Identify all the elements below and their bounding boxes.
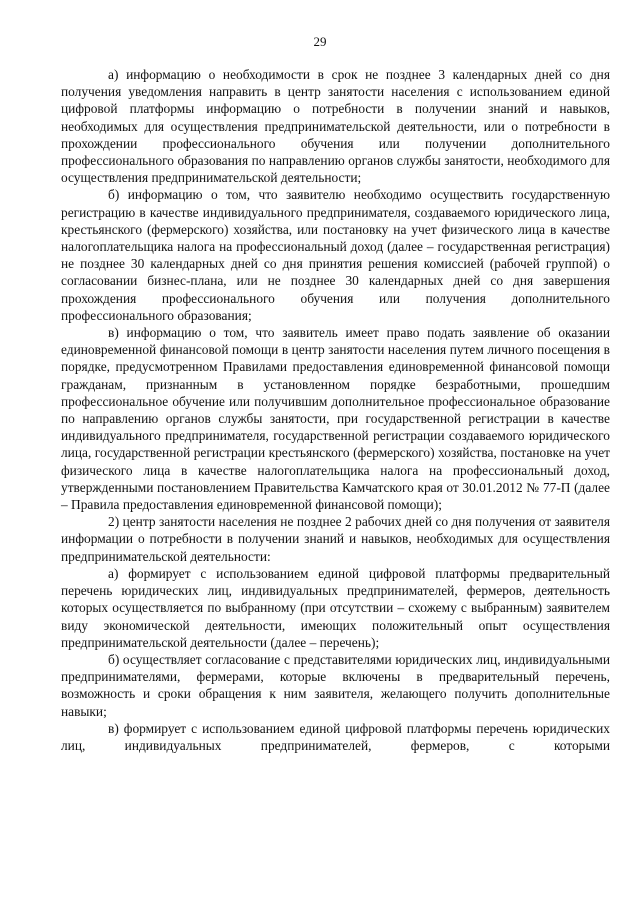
paragraph-a-notice-deadline: а) информацию о необходимости в срок не позднее 3 календарных дней со дня получения уведомления направить в центр занятости населения с использованием единой цифровой платформы информацию о потребности в получении знаний и навыков, необходимых для осуществления предпринимательской деятельности, или о потребности в прохождении профессионального обучения или получении дополнительного профессионального образования по направлению органов службы занятости, необходимого для осуществления предпринимательской деятельности;: [61, 67, 610, 186]
page-number: 29: [313, 34, 327, 49]
paragraph-v-financial-aid-right: в) информацию о том, что заявитель имеет право подать заявление об оказании единовременной финансовой помощи в центр занятости населения путем личного посещения в порядке, предусмотренном Правилами предоставления единовременной финансовой помощи гражданам, признанным в установленном порядке безработными, прошедшим профессиональное обучение или получившим дополнительное профессиональное образование по направлению органов службы занятости, при государственной регистрации в качестве индивидуального предпринимателя, государственной регистрации создаваемого юридического лица, государственной регистрации крестьянского (фермерского) хозяйства, постановке на учет физического лица в качестве налогоплательщика налога на профессиональный доход, утвержденными постановлением Правительства Камчатского края от 30.01.2012 № 77-П (далее – Правила предоставления единовременной финансовой помощи);: [61, 325, 610, 513]
paragraph-2b-coordination: б) осуществляет согласование с представителями юридических лиц, индивидуальными предпринимателями, фермерами, которые включены в предварительный перечень, возможность и сроки обращения к ним заявителя, желающего получить дополнительные навыки;: [61, 651, 610, 719]
paragraph-2-employment-center: 2) центр занятости населения не позднее 2 рабочих дней со дня получения от заявителя информации о потребности в получении знаний и навыков, необходимых для осуществления предпринимательской деятельности:: [61, 514, 610, 564]
paragraph-2a-preliminary-list: а) формирует с использованием единой цифровой платформы предварительный перечень юридических лиц, индивидуальных предпринимателей, фермеров, деятельность которых осуществляется по выбранному (при отсутствии – схожему с выбранным) заявителем виду экономической деятельности, имеющих положительный опыт осуществления предпринимательской деятельности (далее – перечень);: [61, 565, 610, 650]
paragraph-2v-final-list: в) формирует с использованием единой цифровой платформы перечень юридических лиц, индивидуальных предпринимателей, фермеров, с которыми: [61, 720, 610, 753]
document-body: [61, 66, 610, 754]
paragraph-b-state-registration: б) информацию о том, что заявителю необходимо осуществить государственную регистрацию в качестве индивидуального предпринимателя, создаваемого юридического лица, крестьянского (фермерского) хозяйства, или постановку на учет физического лица в качестве налогоплательщика налога на профессиональный доход (далее – государственная регистрация) не позднее 30 календарных дней со дня принятия решения комиссией (рабочей группой) о согласовании бизнес-плана, или не позднее 30 календарных дней со дня завершения прохождения профессионального обучения или получения дополнительного профессионального образования;: [61, 187, 610, 323]
